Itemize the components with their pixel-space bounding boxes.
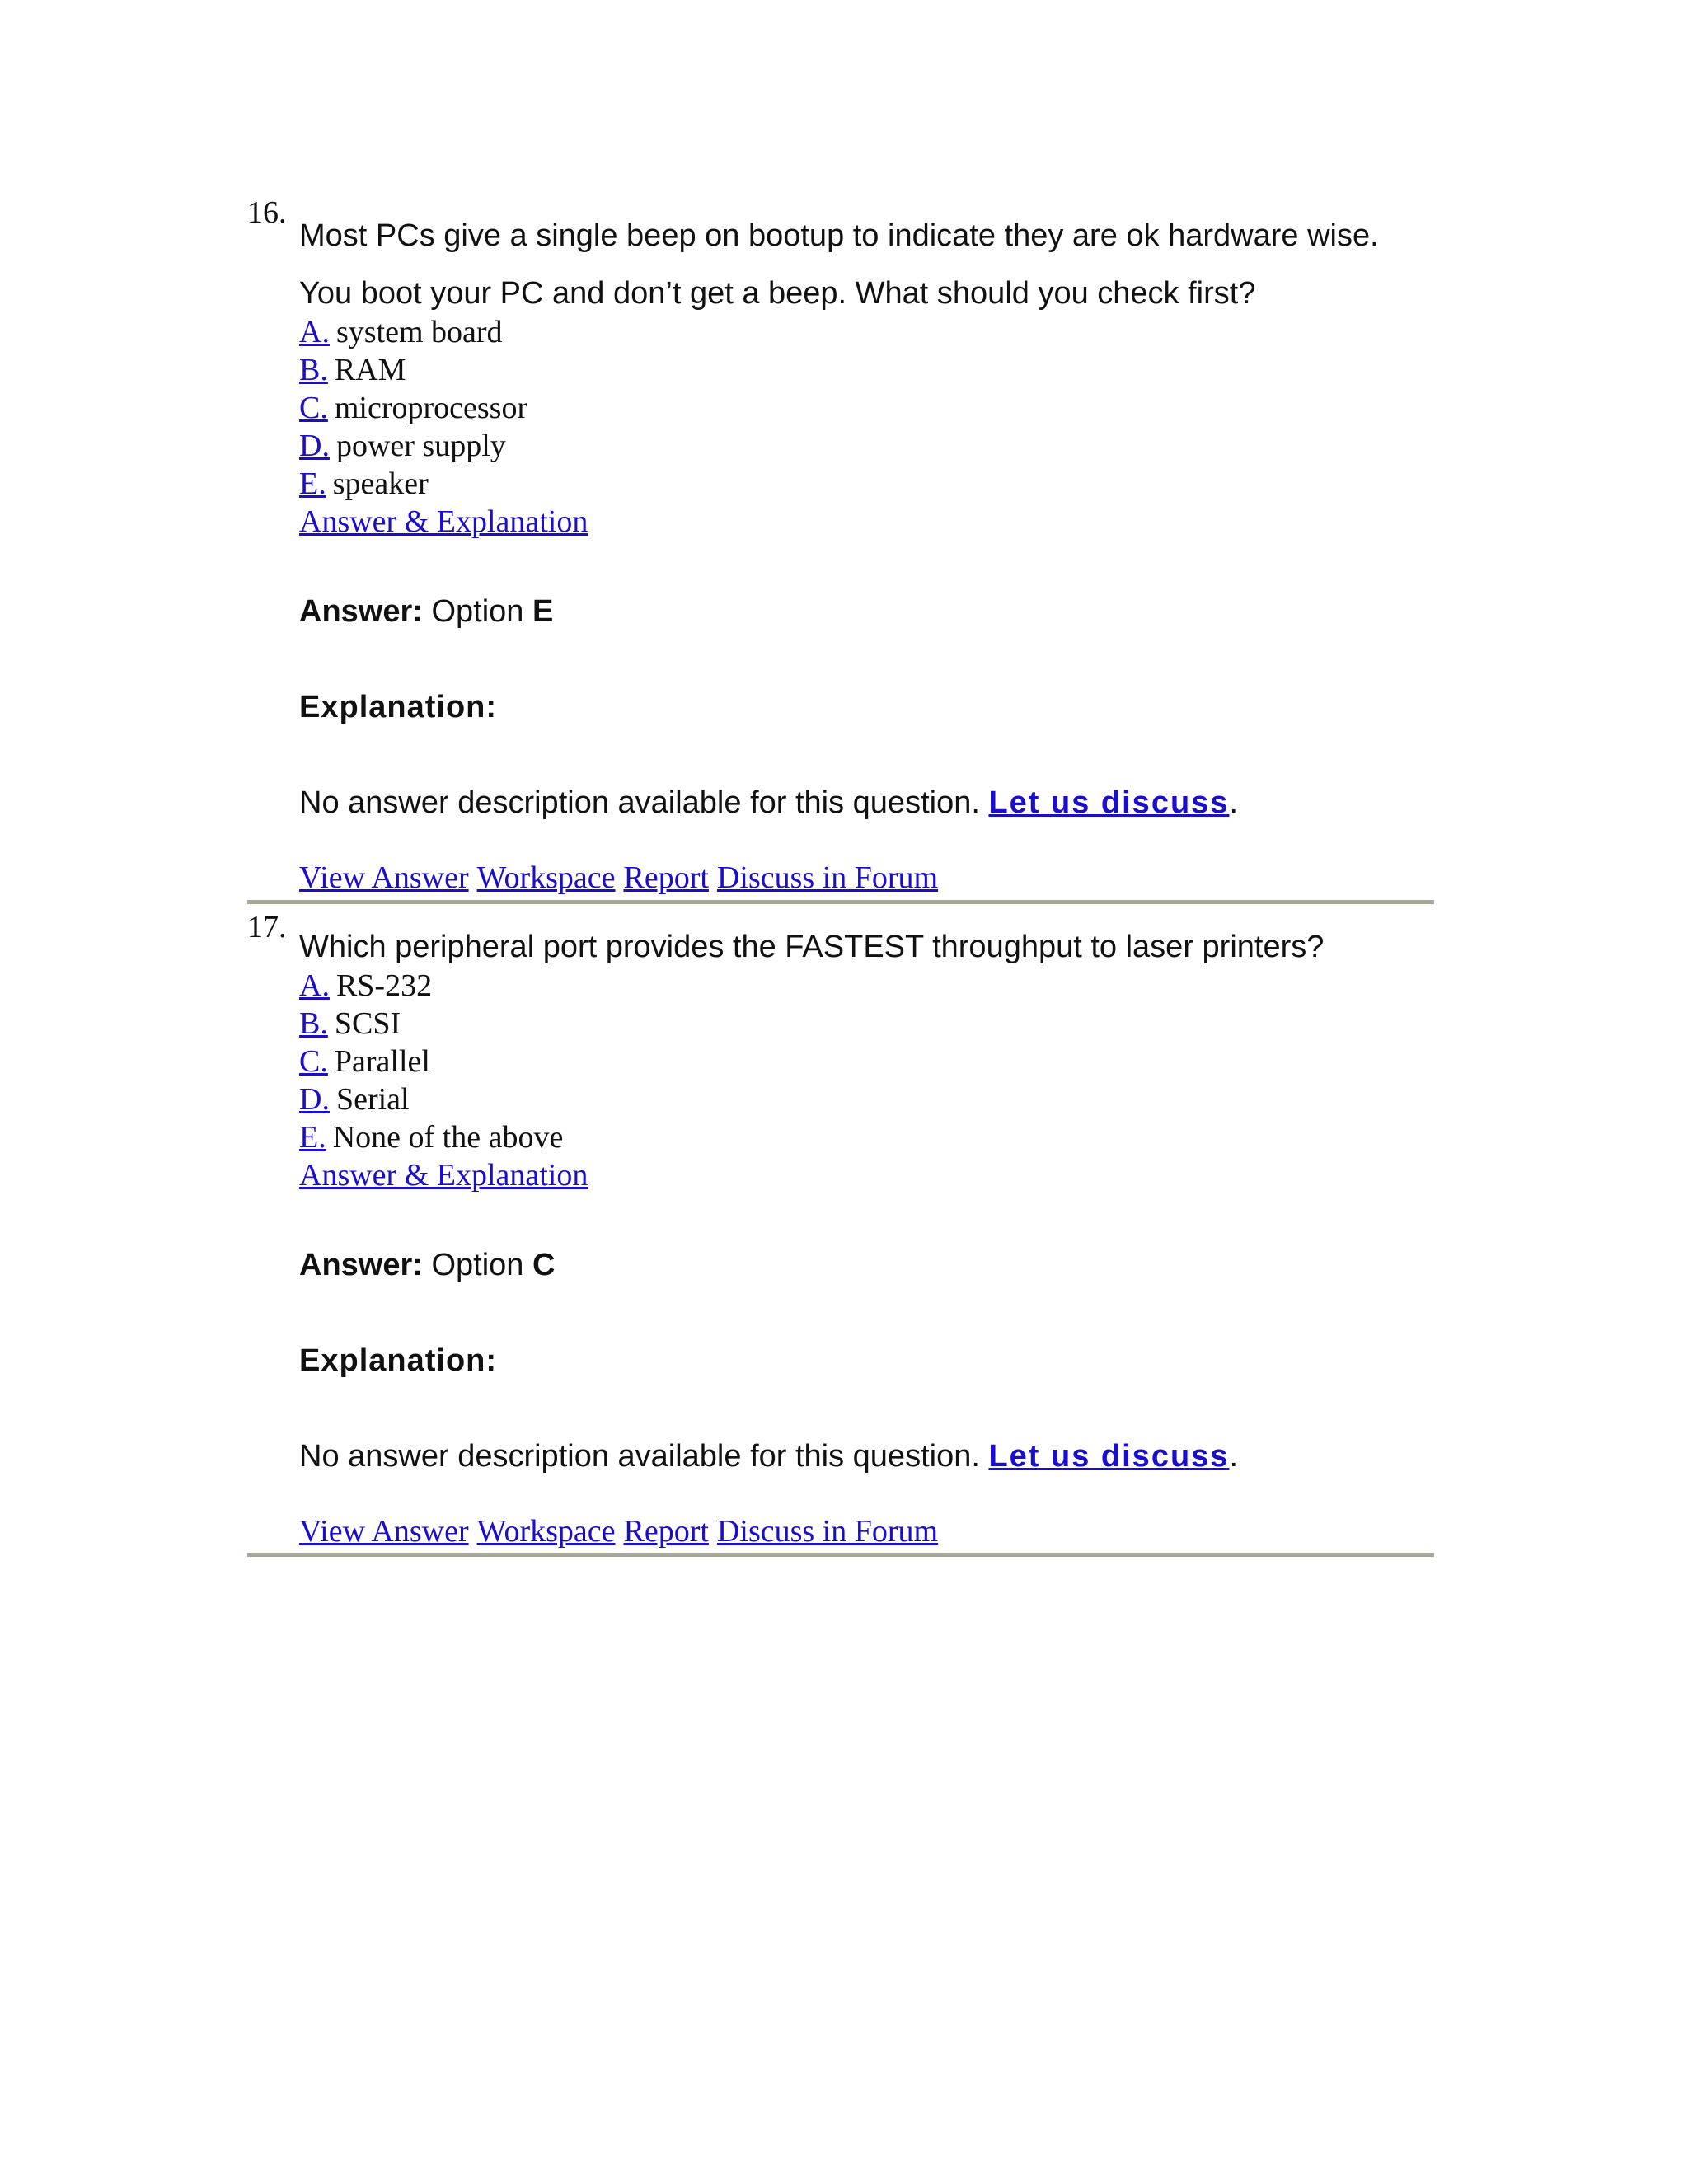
question-text: [299, 219, 1434, 310]
option-e: [299, 465, 1434, 503]
explanation-body: No answer description available for this question.: [299, 785, 980, 820]
explanation-text: [299, 1440, 1434, 1473]
question-text: [299, 930, 1434, 963]
explanation-body: No answer description available for this question.: [299, 1439, 980, 1474]
option-d: [299, 1080, 1434, 1118]
option-c-link[interactable]: C.: [299, 391, 328, 425]
option-b-text: SCSI: [334, 1006, 401, 1041]
answer-explanation-link[interactable]: Answer & Explanation: [299, 1158, 588, 1193]
option-b-link[interactable]: B.: [299, 1006, 328, 1041]
question-text-line1: Which peripheral port provides the FASTEST throughput to laser printers?: [299, 930, 1325, 964]
option-c-link[interactable]: C.: [299, 1044, 328, 1079]
option-a-text: system board: [335, 315, 503, 349]
option-a: [299, 313, 1434, 351]
explanation-label: Explanation:: [299, 690, 498, 724]
question-actions: [299, 859, 1434, 897]
option-c-text: microprocessor: [334, 391, 528, 425]
option-d-link[interactable]: D.: [299, 1082, 330, 1117]
workspace-link[interactable]: Workspace: [476, 860, 616, 895]
option-d-link[interactable]: D.: [299, 429, 330, 463]
let-us-discuss-link[interactable]: Let us discuss: [988, 1439, 1230, 1474]
option-a: [299, 967, 1434, 1005]
workspace-link[interactable]: Workspace: [476, 1514, 616, 1549]
explanation-end: .: [1229, 785, 1238, 820]
question-number: 16.: [247, 195, 287, 230]
report-link[interactable]: Report: [623, 860, 709, 895]
question-number: 17.: [247, 910, 287, 944]
option-d: [299, 427, 1434, 465]
view-answer-link[interactable]: View Answer: [299, 1514, 469, 1549]
question-body: [299, 196, 1434, 897]
option-e-text: speaker: [332, 466, 429, 501]
divider: [247, 900, 1434, 904]
discuss-in-forum-link[interactable]: Discuss in Forum: [716, 860, 939, 895]
answer-prefix: Option: [431, 594, 524, 629]
discuss-in-forum-link[interactable]: Discuss in Forum: [716, 1514, 939, 1549]
divider: [247, 1553, 1434, 1557]
explanation-end: .: [1229, 1439, 1238, 1474]
answer-prefix: Option: [431, 1248, 524, 1282]
question-actions: [299, 1512, 1434, 1550]
option-c-text: Parallel: [334, 1044, 430, 1079]
option-b: [299, 1005, 1434, 1043]
explanation-label: Explanation:: [299, 1343, 498, 1378]
option-b-link[interactable]: B.: [299, 353, 328, 387]
answer-value: E: [532, 594, 554, 629]
option-e-link[interactable]: E.: [299, 466, 326, 501]
view-answer-link[interactable]: View Answer: [299, 860, 469, 895]
option-d-text: Serial: [335, 1082, 410, 1117]
options-list: [299, 967, 1434, 1156]
options-list: [299, 313, 1434, 503]
answer-label: Answer:: [299, 1248, 423, 1282]
question-body: [299, 911, 1434, 1550]
report-link[interactable]: Report: [623, 1514, 709, 1549]
option-d-text: power supply: [335, 429, 506, 463]
option-a-link[interactable]: A.: [299, 968, 330, 1003]
option-a-link[interactable]: A.: [299, 315, 330, 349]
option-e: [299, 1118, 1434, 1156]
answer-line: [299, 1249, 1434, 1282]
option-c: [299, 1043, 1434, 1080]
answer-label: Answer:: [299, 594, 423, 629]
answer-line: [299, 595, 1434, 628]
question-text-line2: You boot your PC and don’t get a beep. What should you check first?: [299, 276, 1256, 311]
option-c: [299, 389, 1434, 427]
explanation-text: [299, 786, 1434, 819]
question-text-line1: Most PCs give a single beep on bootup to indicate they are ok hardware wise.: [299, 218, 1379, 253]
let-us-discuss-link[interactable]: Let us discuss: [988, 785, 1230, 820]
option-a-text: RS-232: [335, 968, 433, 1003]
option-b-text: RAM: [334, 353, 406, 387]
option-e-text: None of the above: [332, 1120, 564, 1155]
option-e-link[interactable]: E.: [299, 1120, 326, 1155]
answer-value: C: [532, 1248, 556, 1282]
answer-explanation-link[interactable]: Answer & Explanation: [299, 504, 588, 539]
option-b: [299, 351, 1434, 389]
